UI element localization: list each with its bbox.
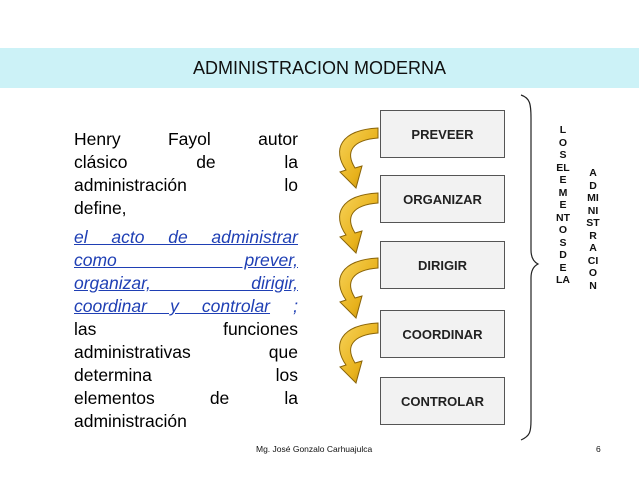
vertical-label-elementos: LOS ELEMENTOS DE LA bbox=[556, 124, 570, 286]
intro-line: define, bbox=[74, 198, 127, 218]
vertical-label-administracion: ADMINISTRACION bbox=[586, 167, 600, 292]
step-box-preveer: PREVEER bbox=[380, 110, 505, 158]
outro-line: elementos de la bbox=[74, 388, 298, 408]
definition-line: el acto de administrar bbox=[74, 227, 298, 247]
intro-line: Henry Fayol autor bbox=[74, 129, 298, 149]
definition-line: coordinar y controlar bbox=[74, 296, 271, 316]
outro-line: determina los bbox=[74, 365, 298, 385]
definition-line: organizar, dirigir, bbox=[74, 273, 298, 293]
step-box-controlar: CONTROLAR bbox=[380, 377, 505, 425]
slide-title: ADMINISTRACION MODERNA bbox=[192, 58, 446, 78]
page-number: 6 bbox=[596, 444, 601, 454]
definition-line: como prever, bbox=[74, 250, 298, 270]
definition-end: ; bbox=[270, 296, 298, 316]
step-box-coordinar: COORDINAR bbox=[380, 310, 505, 358]
footer-author: Mg. José Gonzalo Carhuajulca bbox=[256, 444, 373, 454]
outro-line: administrativas que bbox=[74, 342, 298, 362]
outro-line: administración bbox=[74, 411, 187, 431]
step-box-dirigir: DIRIGIR bbox=[380, 241, 505, 289]
intro-line: administración lo bbox=[74, 175, 298, 195]
intro-line: clásico de la bbox=[74, 152, 298, 172]
step-box-organizar: ORGANIZAR bbox=[380, 175, 505, 223]
outro-line: las funciones bbox=[74, 319, 298, 339]
